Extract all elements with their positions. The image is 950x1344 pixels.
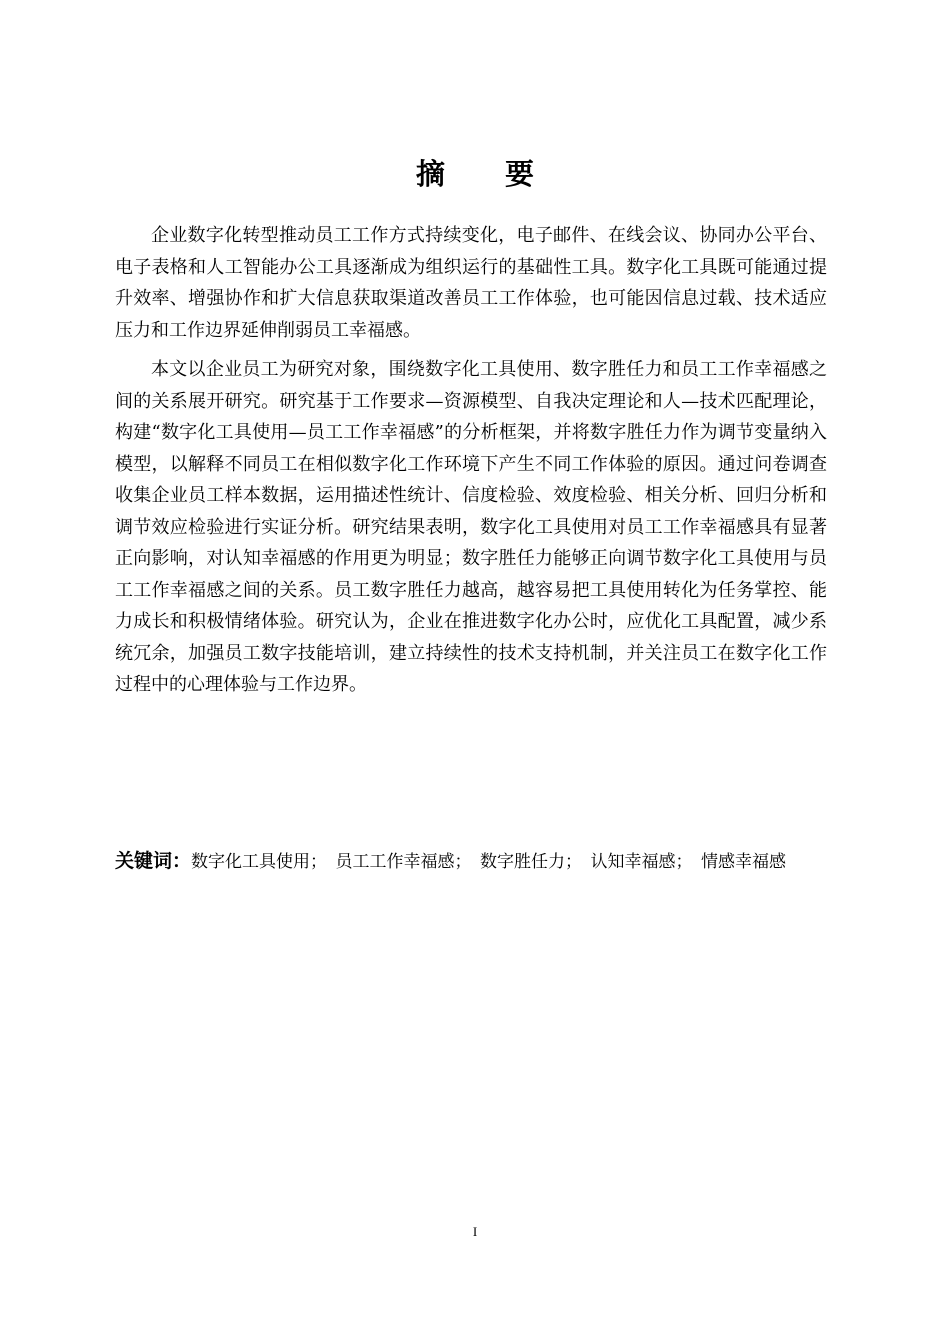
abstract-paragraph-1: 企业数字化转型推动员工工作方式持续变化，电子邮件、在线会议、协同办公平台、电子表格和人工智能办公工具逐渐成为组织运行的基础性工具。数字化工具既可能通过提升效率、增强协作和扩大信息获取渠道改善员工工作体验，也可能因信息过载、技术适应压力和工作边界延伸削弱员工幸福感。 [115, 225, 827, 341]
abstract-title: 摘要 [415, 157, 594, 191]
page-number: I [472, 1224, 478, 1239]
keywords-text: 数字化工具使用； 员工工作幸福感； 数字胜任力； 认知幸福感； 情感幸福感 [191, 852, 787, 872]
abstract-paragraph-2: 本文以企业员工为研究对象，围绕数字化工具使用、数字胜任力和员工工作幸福感之间的关系展开研究。研究基于工作要求—资源模型、自我决定理论和人—技术匹配理论，构建“数字化工具使用—员工工作幸福感”的分析框架，并将数字胜任力作为调节变量纳入模型，以解释不同员工在相似数字化工作环境下产生不同工作体验的原因。通过问卷调查收集企业员工样本数据，运用描述性统计、信度检验、效度检验、相关分析、回归分析和调节效应检验进行实证分析。研究结果表明，数字化工具使用对员工工作幸福感具有显著正向影响，对认知幸福感的作用更为明显；数字胜任力能够正向调节数字化工具使用与员工工作幸福感之间的关系。员工数字胜任力越高，越容易把工具使用转化为任务掌控、能力成长和积极情绪体验。研究认为，企业在推进数字化办公时，应优化工具配置，减少系统冗余，加强员工数字技能培训，建立持续性的技术支持机制，并关注员工在数字化工作过程中的心理体验与工作边界。 [115, 359, 827, 695]
keywords-line [115, 838, 835, 886]
abstract-body [115, 220, 827, 701]
keywords-label: 关键词： [115, 850, 192, 872]
